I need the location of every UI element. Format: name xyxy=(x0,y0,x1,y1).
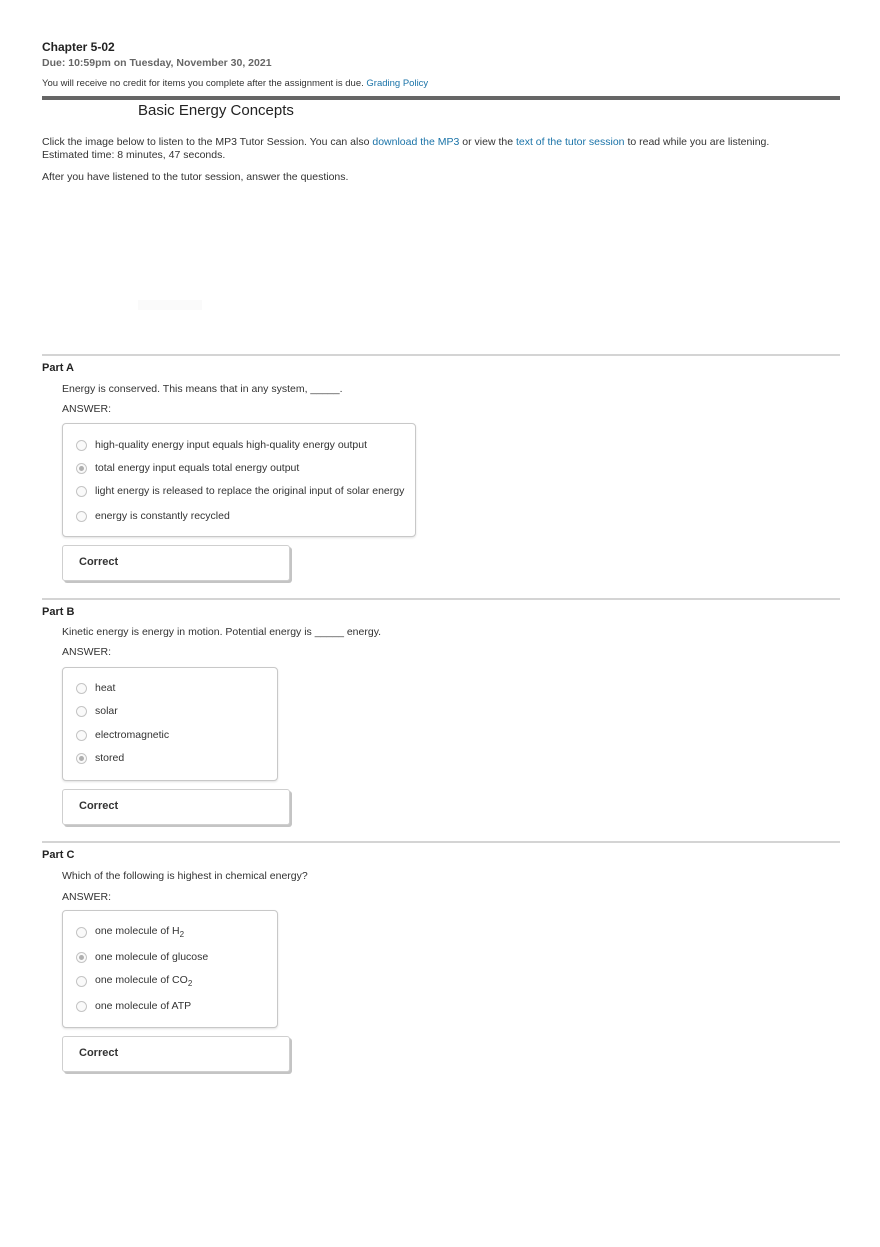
download-mp3-link[interactable]: download the MP3 xyxy=(372,136,460,148)
answer-label: ANSWER: xyxy=(62,891,112,903)
option-label: total energy input equals total energy output xyxy=(95,462,300,474)
radio-button[interactable] xyxy=(76,976,87,987)
late-notice xyxy=(42,78,428,89)
option-item[interactable] xyxy=(76,705,118,717)
late-notice-text: You will receive no credit for items you complete after the assignment is due. xyxy=(42,78,364,89)
option-text: one molecule of CO xyxy=(95,974,188,986)
part-c-result xyxy=(62,1036,290,1072)
part-divider xyxy=(42,598,840,600)
radio-button-selected[interactable] xyxy=(76,753,87,764)
option-item[interactable] xyxy=(76,729,169,741)
intro-text-3: to read while you are listening. xyxy=(627,136,770,148)
tutor-text-link[interactable]: text of the tutor session xyxy=(515,136,625,148)
part-divider xyxy=(42,841,840,843)
part-c-question: Which of the following is highest in chemical energy? xyxy=(62,870,308,882)
option-item[interactable] xyxy=(76,951,208,963)
option-label: heat xyxy=(95,682,116,694)
chapter-title: Chapter 5-02 xyxy=(42,40,115,54)
option-label xyxy=(95,925,184,939)
result-label: Correct xyxy=(79,1047,119,1059)
radio-button[interactable] xyxy=(76,1001,87,1012)
radio-button-selected[interactable] xyxy=(76,463,87,474)
instruction-text: After you have listened to the tutor session, answer the questions. xyxy=(42,171,349,183)
option-label xyxy=(95,974,192,988)
header-divider xyxy=(42,96,840,100)
audio-player-image[interactable] xyxy=(138,300,202,310)
part-a-result xyxy=(62,545,290,581)
grading-policy-link[interactable]: Grading Policy xyxy=(366,78,429,89)
option-item[interactable] xyxy=(76,925,184,939)
part-b-question: Kinetic energy is energy in motion. Potential energy is _____ energy. xyxy=(62,626,382,638)
radio-button[interactable] xyxy=(76,706,87,717)
radio-button[interactable] xyxy=(76,440,87,451)
subscript: 2 xyxy=(179,930,185,940)
option-label: one molecule of ATP xyxy=(95,1000,192,1012)
due-date: Due: 10:59pm on Tuesday, November 30, 2021 xyxy=(42,57,272,69)
option-item[interactable] xyxy=(76,439,367,451)
page-title: Basic Energy Concepts xyxy=(138,102,294,119)
part-divider xyxy=(42,354,840,356)
option-label: light energy is released to replace the original input of solar energy xyxy=(95,485,405,497)
option-item[interactable] xyxy=(76,485,404,497)
answer-label: ANSWER: xyxy=(62,646,112,658)
option-label: solar xyxy=(95,705,118,717)
part-a-options xyxy=(62,423,416,537)
option-item[interactable] xyxy=(76,1000,191,1012)
result-label: Correct xyxy=(79,800,119,812)
part-a-label: Part A xyxy=(42,362,74,374)
part-b-result xyxy=(62,789,290,825)
part-c-options xyxy=(62,910,278,1028)
option-item[interactable] xyxy=(76,510,230,522)
intro-text-1: Click the image below to listen to the MP3 Tutor Session. You can also xyxy=(42,136,370,148)
intro-text-2: or view the xyxy=(462,136,514,148)
part-b-options xyxy=(62,667,278,781)
option-label: one molecule of glucose xyxy=(95,951,209,963)
option-label: electromagnetic xyxy=(95,729,170,741)
result-label: Correct xyxy=(79,556,119,568)
option-item[interactable] xyxy=(76,462,299,474)
intro-paragraph xyxy=(42,136,842,162)
subscript: 2 xyxy=(187,979,193,989)
part-b-label: Part B xyxy=(42,606,75,618)
radio-button-selected[interactable] xyxy=(76,952,87,963)
radio-button[interactable] xyxy=(76,511,87,522)
radio-button[interactable] xyxy=(76,730,87,741)
option-item[interactable] xyxy=(76,752,124,764)
option-item[interactable] xyxy=(76,974,192,988)
part-c-label: Part C xyxy=(42,849,75,861)
answer-label: ANSWER: xyxy=(62,403,112,415)
option-text: one molecule of H xyxy=(95,925,180,937)
option-label: high-quality energy input equals high-quality energy output xyxy=(95,439,368,451)
radio-button[interactable] xyxy=(76,927,87,938)
radio-button[interactable] xyxy=(76,486,87,497)
part-a-question: Energy is conserved. This means that in any system, _____. xyxy=(62,383,343,395)
option-item[interactable] xyxy=(76,682,115,694)
option-label: stored xyxy=(95,752,125,764)
radio-button[interactable] xyxy=(76,683,87,694)
option-label: energy is constantly recycled xyxy=(95,510,230,522)
estimated-time: Estimated time: 8 minutes, 47 seconds. xyxy=(42,149,226,161)
